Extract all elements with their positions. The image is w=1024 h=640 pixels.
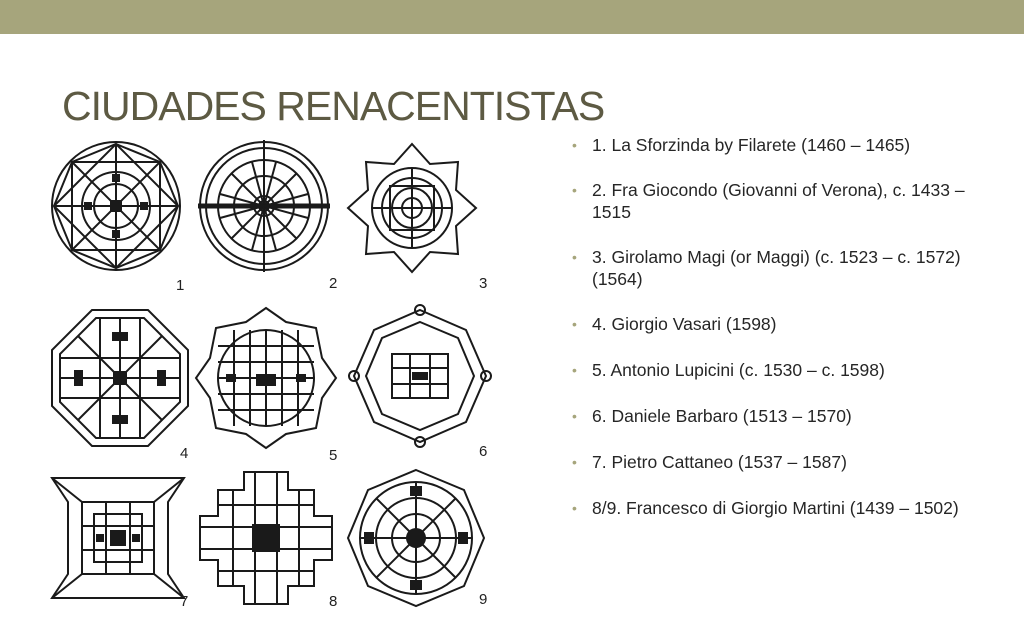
plan-2-drawing xyxy=(198,140,330,272)
plan-5-drawing xyxy=(196,308,336,448)
top-accent-band xyxy=(0,0,1024,34)
list-item-text: 3. Girolamo Magi (or Maggi) (c. 1523 – c. 1572) (1564) xyxy=(592,247,961,289)
list-item xyxy=(572,313,972,335)
plan-number-2: 2 xyxy=(329,275,338,292)
list-item-text: 4. Giorgio Vasari (1598) xyxy=(592,314,777,334)
plan-7-drawing xyxy=(52,478,184,598)
plan-number-7: 7 xyxy=(180,593,189,610)
plan-number-5: 5 xyxy=(329,447,338,464)
architects-list xyxy=(572,134,972,519)
list-item-text: 8/9. Francesco di Giorgio Martini (1439 – 1502) xyxy=(592,498,959,518)
bullet-dot-icon: • xyxy=(572,454,577,470)
list-item xyxy=(572,359,972,381)
plan-6-drawing xyxy=(349,305,491,447)
city-plans-figure xyxy=(46,140,506,616)
plan-3-drawing xyxy=(348,144,476,272)
bullet-dot-icon: • xyxy=(572,316,577,332)
list-item xyxy=(572,246,972,290)
plan-4-drawing xyxy=(52,310,188,446)
plan-1-drawing xyxy=(52,142,180,270)
list-item-text: 5. Antonio Lupicini (c. 1530 – c. 1598) xyxy=(592,360,885,380)
bullet-dot-icon: • xyxy=(572,182,577,198)
bullet-dot-icon: • xyxy=(572,500,577,516)
slide-title: CIUDADES RENACENTISTAS xyxy=(62,83,605,129)
city-plans-drawing xyxy=(46,140,506,616)
list-item xyxy=(572,497,972,519)
plan-8-drawing xyxy=(200,472,332,604)
list-item-text: 6. Daniele Barbaro (1513 – 1570) xyxy=(592,406,852,426)
plan-number-1: 1 xyxy=(176,277,185,294)
list-item-text: 1. La Sforzinda by Filarete (1460 – 1465) xyxy=(592,135,911,155)
list-item-text: 2. Fra Giocondo (Giovanni of Verona), c. 1433 – 1515 xyxy=(592,180,965,222)
list-item xyxy=(572,179,972,223)
plan-number-9: 9 xyxy=(479,591,488,608)
plan-number-3: 3 xyxy=(479,275,488,292)
bullet-dot-icon: • xyxy=(572,249,577,265)
bullet-dot-icon: • xyxy=(572,137,577,153)
list-item xyxy=(572,134,972,156)
plan-number-4: 4 xyxy=(180,445,189,462)
list-item xyxy=(572,405,972,427)
plan-9-drawing xyxy=(348,470,484,606)
bullet-dot-icon: • xyxy=(572,408,577,424)
list-item xyxy=(572,451,972,473)
plan-number-8: 8 xyxy=(329,593,338,610)
plan-number-6: 6 xyxy=(479,443,488,460)
bullet-dot-icon: • xyxy=(572,362,577,378)
list-item-text: 7. Pietro Cattaneo (1537 – 1587) xyxy=(592,452,847,472)
